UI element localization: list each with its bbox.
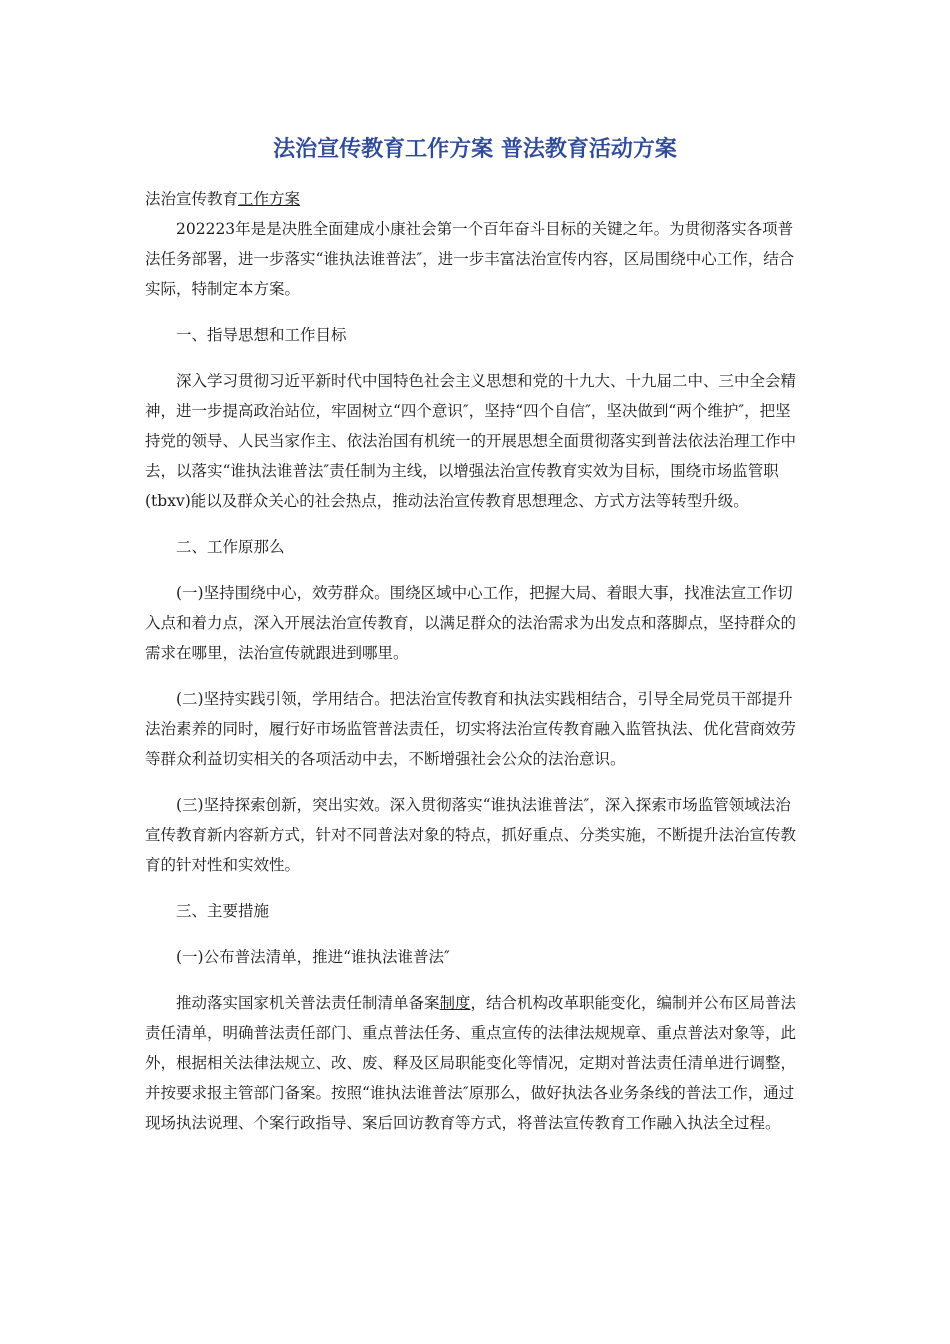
document-title: 法治宣传教育工作方案 普法教育活动方案	[273, 137, 677, 162]
section3-paragraph-1	[145, 988, 805, 1138]
system-link[interactable]: 制度	[439, 994, 471, 1012]
section2-paragraph-1: (一)坚持围绕中心，效劳群众。围绕区域中心工作，把握大局、着眼大事，找准法宣工作切入点和着力点，深入开展法治宣传教育，以满足群众的法治需求为出发点和落脚点，坚持群众的需求在哪里，法治宣传就跟进到哪里。	[145, 584, 797, 662]
section3-paragraph-1-prefix: 推动落实国家机关普法责任制清单备案	[176, 994, 440, 1012]
lead-link[interactable]: 工作方案	[238, 190, 301, 208]
section2-heading: 二、工作原那么	[176, 538, 285, 556]
section3-paragraph-1-rest: ，结合机构改革职能变化，编制并公布区局普法责任清单，明确普法责任部门、重点普法任务、重点宣传的法律法规规章、重点普法对象等，此外，根据相关法律法规立、改、废、释及区局职能变化等情况，定期对普法责任清单进行调整，并按要求报主管部门备案。按照“谁执法谁普法″原那么，做好执法各业务条线的普法工作，通过现场执法说理、个案行政指导、案后回访教育等方式，将普法宣传教育工作融入执法全过程。	[145, 994, 797, 1132]
intro-paragraph: 202223年是是决胜全面建成小康社会第一个百年奋斗目标的关键之年。为贯彻落实各项普法任务部署，进一步落实“谁执法谁普法″，进一步丰富法治宣传内容，区局围绕中心工作，结合实际，特制定本方案。	[145, 220, 795, 298]
document-body	[145, 184, 805, 1138]
section2-paragraph-2: (二)坚持实践引领，学用结合。把法治宣传教育和执法实践相结合，引导全局党员干部提升法治素养的同时，履行好市场监管普法责任，切实将法治宣传教育融入监管执法、优化营商效劳等群众利益切实相关的各项活动中去，不断增强社会公众的法治意识。	[145, 690, 797, 768]
section1-paragraph: 深入学习贯彻习近平新时代中国特色社会主义思想和党的十九大、十九届二中、三中全会精神，进一步提高政治站位，牢固树立“四个意识″，坚持“四个自信″，坚决做到“两个维护″，把坚持党的领导、人民当家作主、依法治国有机统一的开展思想全面贯彻落实到普法依法治理工作中去，以落实“谁执法谁普法″责任制为主线，以增强法治宣传教育实效为目标，围绕市场监管职(tbxv)能以及群众关心的社会热点，推动法治宣传教育思想理念、方式方法等转型升级。	[145, 372, 797, 510]
section3-heading: 三、主要措施	[176, 902, 270, 920]
section2-paragraph-3: (三)坚持探索创新，突出实效。深入贯彻落实“谁执法谁普法″，深入探索市场监管领域法治宣传教育新内容新方式，针对不同普法对象的特点，抓好重点、分类实施，不断提升法治宣传教育的针对性和实效性。	[145, 796, 797, 874]
section3-subheading-1: (一)公布普法清单，推进“谁执法谁普法″	[176, 948, 450, 966]
lead-prefix: 法治宣传教育	[145, 190, 239, 208]
section1-heading: 一、指导思想和工作目标	[176, 326, 347, 344]
lead-line	[145, 184, 805, 214]
